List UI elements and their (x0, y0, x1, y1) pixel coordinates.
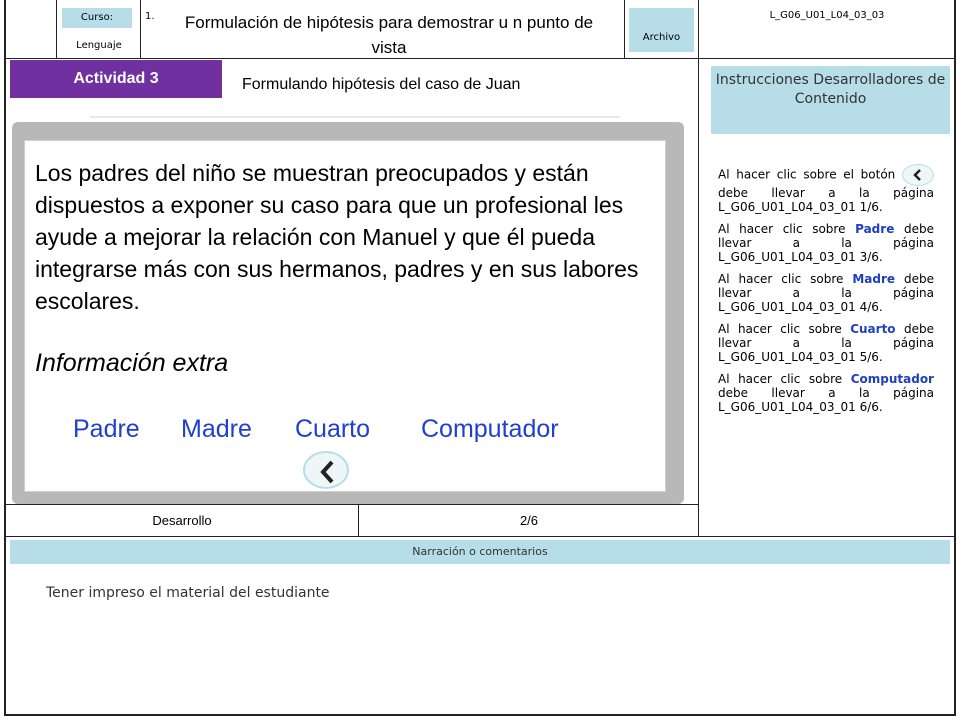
archivo-label: Archivo (629, 8, 694, 52)
file-code: L_G06_U01_L04_03_03 (769, 10, 885, 21)
instruction-item: Al hacer clic sobre Padre debe llevar a la página L_G06_U01_L04_03_01 3/6. (718, 222, 934, 264)
materia-label: Lenguaje (76, 40, 122, 51)
curso-label: Curso: (62, 8, 132, 28)
instruction-item: Al hacer clic sobre el botón debe llevar a la página L_G06_U01_L04_03_01 1/6. (718, 164, 934, 214)
info-extra-label: Información extra (35, 349, 229, 377)
frame-bottom (4, 714, 956, 716)
instruction-item: Al hacer clic sobre Computador debe llevar a la página L_G06_U01_L04_03_01 6/6. (718, 372, 934, 414)
section-label: Desarrollo (152, 513, 212, 528)
frame-right (954, 0, 956, 716)
narration-text: Tener impreso el material del estudiante (46, 585, 330, 601)
back-button[interactable] (303, 451, 349, 489)
page-title: Formulación de hipótesis para demostrar u n punto de vista (184, 13, 594, 57)
numero-label: 1. (145, 11, 155, 22)
slide-paragraph: Los padres del niño se muestran preocupados y están dispuestos a exponer su caso para que un profesional les ayude a mejorar la relación con Manuel y que él pueda integrarse más con sus hermanos, padres y en sus labores escolares. (35, 160, 639, 314)
instruction-item: Al hacer clic sobre Madre debe llevar a la página L_G06_U01_L04_03_01 4/6. (718, 272, 934, 314)
link-madre[interactable]: Madre (181, 415, 252, 443)
link-padre[interactable]: Padre (73, 415, 140, 443)
footer-divider (4, 536, 956, 537)
activity-subtitle: Formulando hipótesis del caso de Juan (242, 76, 521, 93)
link-cuarto[interactable]: Cuarto (295, 415, 371, 443)
frame-left (4, 0, 6, 716)
instructions-title: Instrucciones Desarrolladores de Contenido (711, 66, 950, 134)
chevron-left-icon (903, 165, 933, 185)
activity-badge: Actividad 3 (10, 60, 222, 98)
info-links (25, 415, 667, 449)
narration-header: Narración o comentarios (10, 540, 950, 564)
back-button-reference (902, 164, 934, 186)
instruction-item: Al hacer clic sobre Cuarto debe llevar a la página L_G06_U01_L04_03_01 5/6. (718, 322, 934, 364)
instructions-list (718, 164, 934, 422)
page-indicator: 2/6 (519, 513, 539, 528)
chevron-left-icon (305, 453, 351, 491)
link-computador[interactable]: Computador (421, 415, 559, 443)
slide-content (24, 140, 666, 492)
